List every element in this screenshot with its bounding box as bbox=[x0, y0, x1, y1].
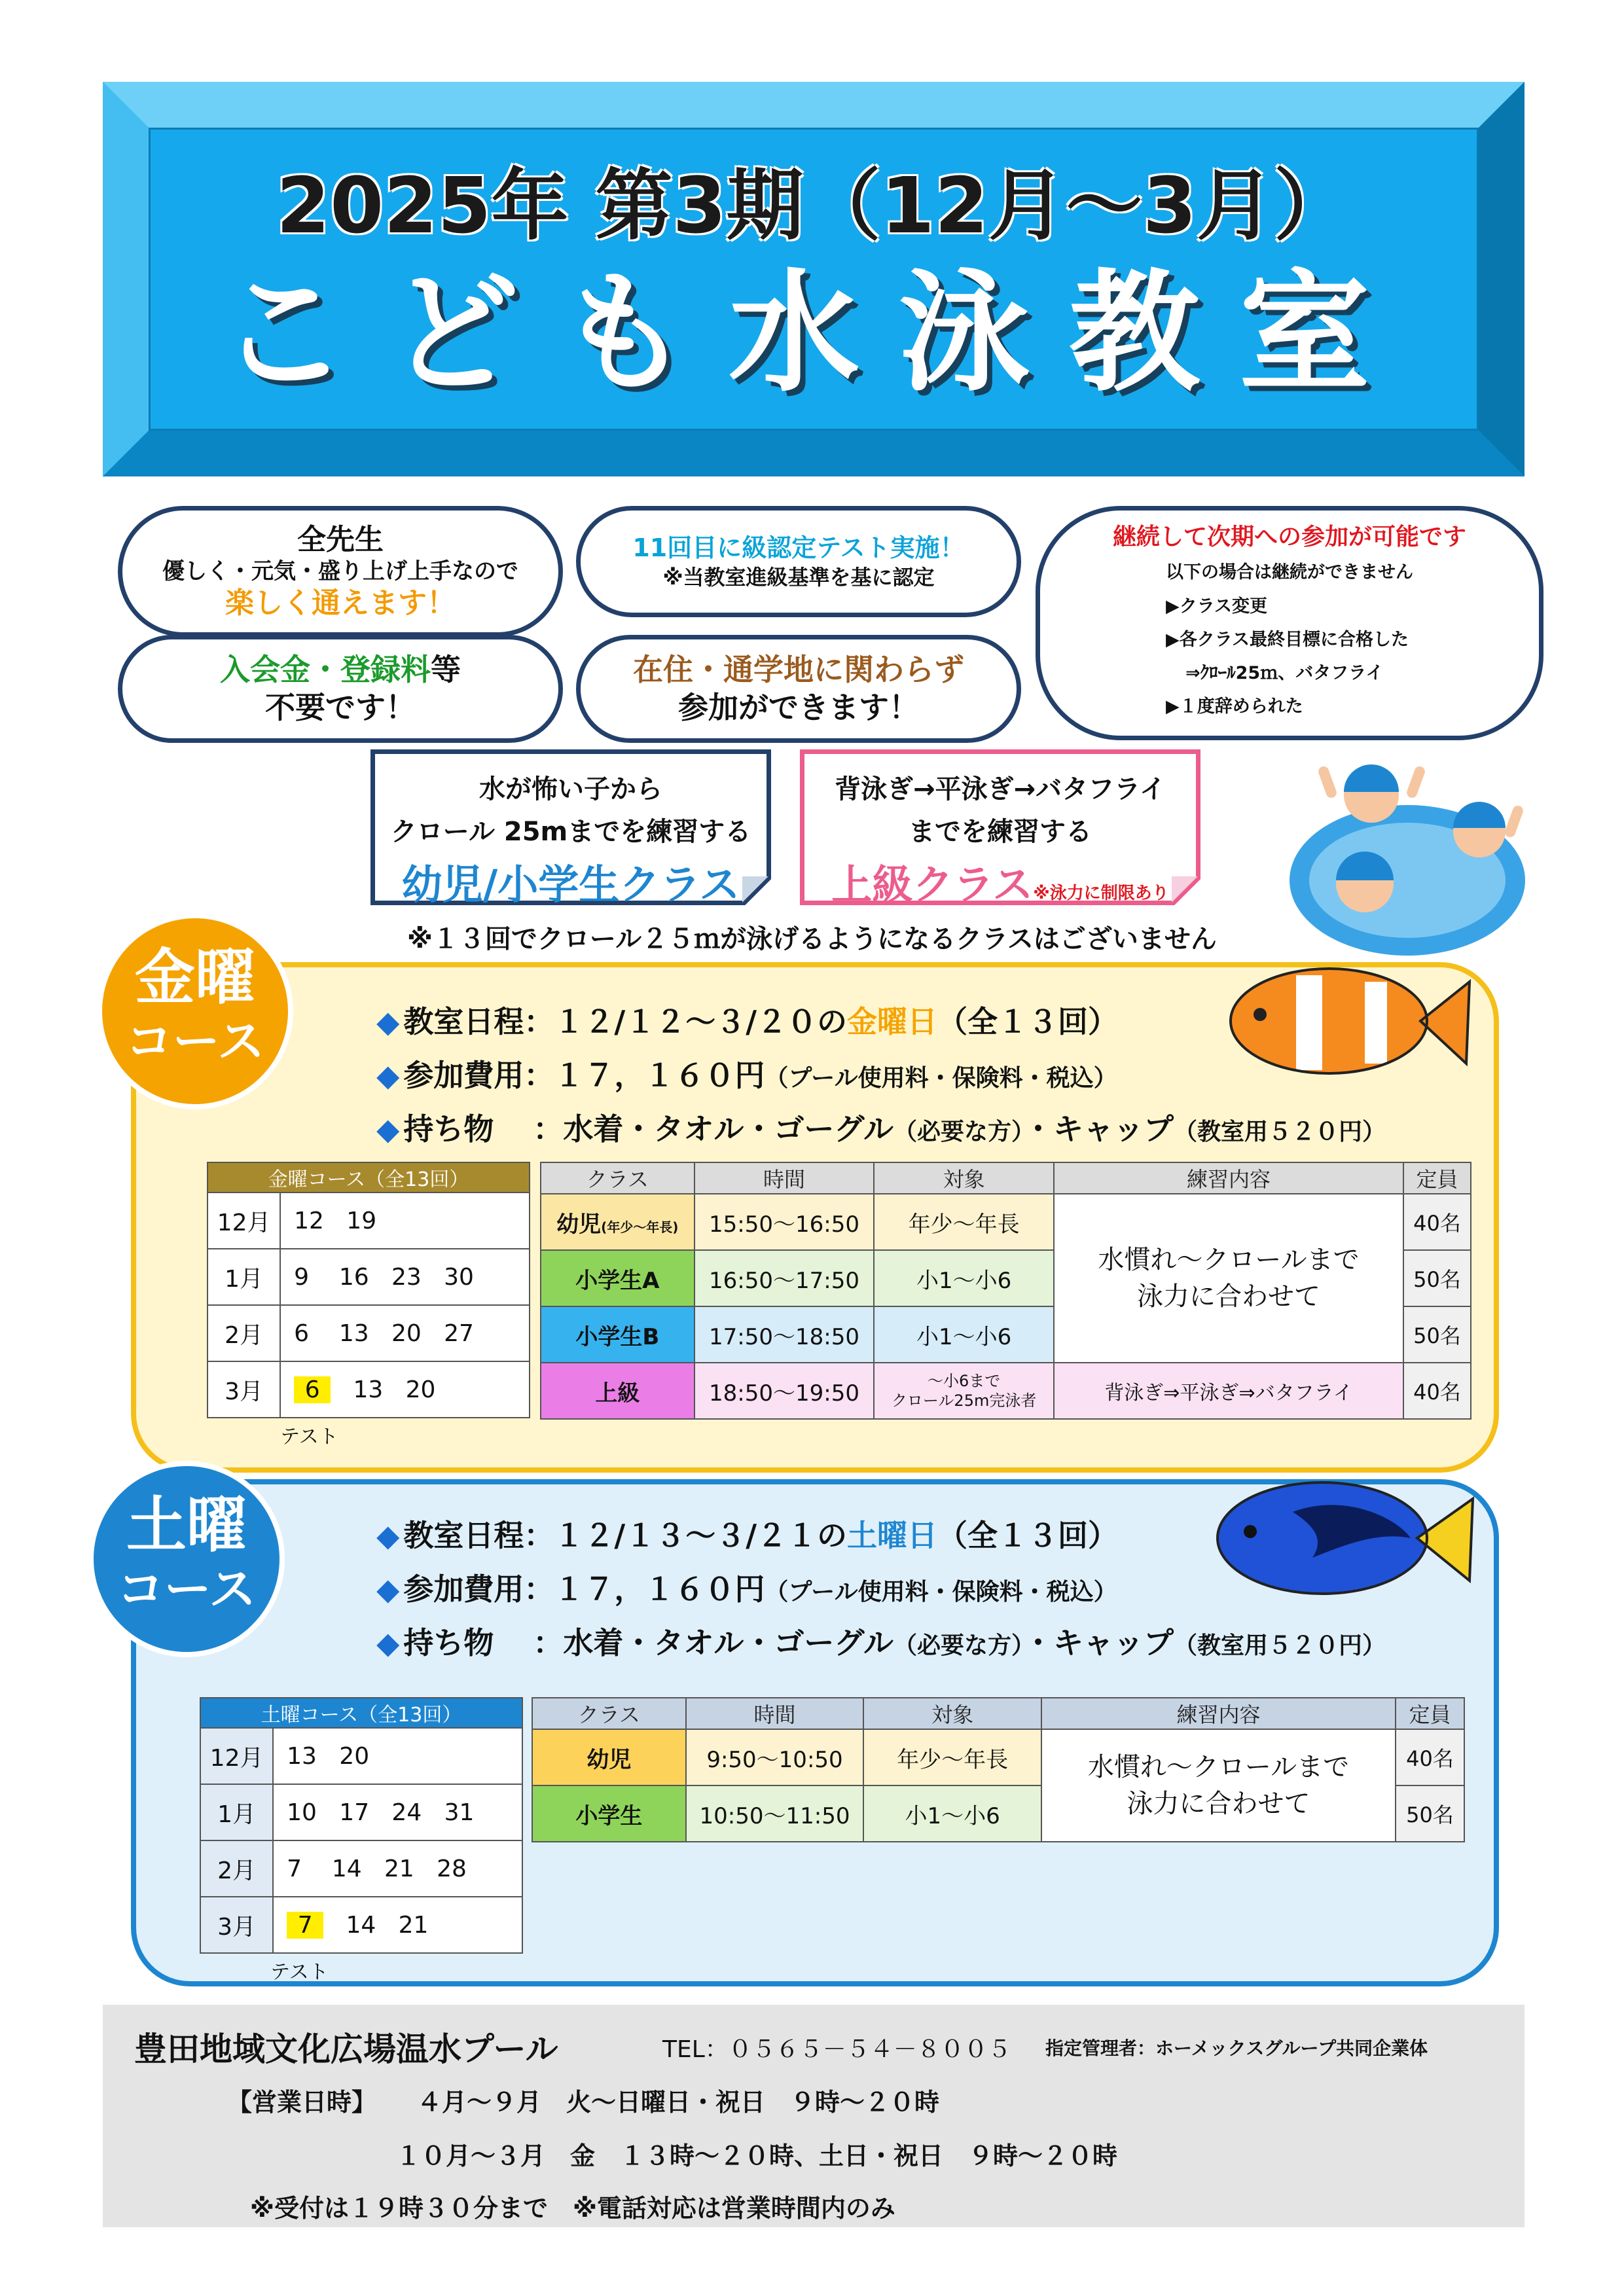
target-cell: 小1～小6 bbox=[874, 1306, 1054, 1363]
time-cell: 9:50～10:50 bbox=[686, 1729, 864, 1785]
calendar-days: 12 19 bbox=[280, 1193, 530, 1249]
friday-badge-title: 金曜 bbox=[134, 942, 255, 1013]
beginner-line1: 水が怖い子から bbox=[479, 774, 662, 804]
footer-notes: ※受付は１９時３０分まで ※電話対応は営業時間内のみ bbox=[250, 2194, 895, 2223]
items-note: （必要な方） bbox=[893, 1632, 1024, 1659]
time-cell: 17:50～18:50 bbox=[695, 1306, 875, 1363]
term-heading: 2025年 第3期（12月～3月） bbox=[276, 160, 1351, 251]
friday-schedule bbox=[376, 998, 1118, 1041]
fee-label: 参加費用： bbox=[403, 1571, 554, 1607]
teachers-heading: 全先生 bbox=[297, 522, 384, 556]
schedule-weekday: 土曜日 bbox=[847, 1518, 937, 1553]
diamond-icon: ◆ bbox=[376, 1111, 400, 1147]
facility-name: 豊田地域文化広場温水プール bbox=[134, 2030, 558, 2068]
table-row bbox=[541, 1194, 1471, 1250]
items-cap: ・キャップ bbox=[1023, 1625, 1174, 1660]
calendar-row bbox=[208, 1305, 530, 1361]
fee-note: （プール使用料・保険料・税込） bbox=[765, 1579, 1117, 1605]
schedule-label: 教室日程： bbox=[403, 1518, 554, 1553]
teachers-text: 優しく・元気・盛り上げ上手なので bbox=[162, 558, 518, 584]
calendar-month: 2月 bbox=[208, 1305, 280, 1361]
calendar-row bbox=[208, 1249, 530, 1305]
diamond-icon: ◆ bbox=[376, 1625, 400, 1660]
diamond-icon: ◆ bbox=[376, 1571, 400, 1607]
capacity-cell: 50名 bbox=[1403, 1306, 1471, 1363]
residence-text: 参加ができます！ bbox=[678, 689, 919, 725]
title-banner bbox=[103, 82, 1525, 476]
class-name: 幼児 bbox=[556, 1211, 602, 1238]
page-title: こども水泳教室 bbox=[217, 257, 1409, 410]
hours-label: 【営業日時】 bbox=[227, 2088, 377, 2117]
continue-item: ▶クラス変更 bbox=[1166, 596, 1267, 617]
fee-text: 不要です！ bbox=[265, 689, 416, 725]
advanced-class-name: 上級クラス bbox=[831, 861, 1034, 908]
fee-bubble bbox=[118, 635, 563, 743]
capacity-cell: 40名 bbox=[1403, 1194, 1471, 1250]
items-list: ：水着・タオル・ゴーグル bbox=[533, 1111, 894, 1147]
calendar-row bbox=[200, 1897, 522, 1953]
fee-label: 参加費用： bbox=[403, 1058, 554, 1093]
table-row bbox=[541, 1363, 1471, 1419]
class-note: (年少～年長) bbox=[601, 1219, 679, 1235]
friday-badge bbox=[97, 913, 293, 1109]
test-bubble bbox=[576, 506, 1021, 617]
saturday-schedule-table bbox=[532, 1697, 1465, 1842]
calendar-month: 1月 bbox=[200, 1784, 273, 1840]
target-cell: 年少～年長 bbox=[863, 1729, 1041, 1785]
saturday-items bbox=[376, 1619, 1386, 1662]
calendar-month: 12月 bbox=[208, 1193, 280, 1249]
teachers-highlight: 楽しく通えます！ bbox=[225, 586, 456, 620]
saturday-badge bbox=[88, 1461, 285, 1657]
test-text: ※当教室進級基準を基に認定 bbox=[662, 564, 935, 590]
calendar-days bbox=[273, 1897, 522, 1953]
column-header: 練習内容 bbox=[1054, 1162, 1403, 1194]
items-cap: ・キャップ bbox=[1023, 1111, 1174, 1147]
facility-manager: 指定管理者：ホーメックスグループ共同企業体 bbox=[1045, 2037, 1428, 2059]
column-header: 時間 bbox=[686, 1698, 864, 1729]
calendar-month: 2月 bbox=[200, 1840, 273, 1897]
fee-note: （プール使用料・保険料・税込） bbox=[765, 1065, 1117, 1092]
column-header: クラス bbox=[532, 1698, 686, 1729]
items-list: ：水着・タオル・ゴーグル bbox=[533, 1625, 894, 1660]
time-cell: 18:50～19:50 bbox=[695, 1363, 875, 1419]
friday-schedule-table bbox=[540, 1162, 1471, 1420]
calendar-month: 3月 bbox=[208, 1361, 280, 1418]
friday-badge-sub: コース bbox=[125, 1014, 265, 1069]
calendar-days: 9 16 23 30 bbox=[280, 1249, 530, 1305]
diamond-icon: ◆ bbox=[376, 1058, 400, 1093]
crawl-25m-note: ※１３回でクロール２５ｍが泳げるようになるクラスはございません bbox=[407, 924, 1217, 954]
saturday-badge-title: 土曜 bbox=[126, 1490, 247, 1560]
advanced-line2: までを練習する bbox=[909, 817, 1092, 847]
calendar-row bbox=[200, 1728, 522, 1784]
content-line: 水慣れ～クロールまで bbox=[1087, 1752, 1350, 1782]
advanced-class-note: ※泳力に制限あり bbox=[1033, 884, 1169, 903]
residence-heading: 在住・通学地に関わらず bbox=[633, 652, 964, 687]
calendar-title: 金曜コース（全13回） bbox=[208, 1162, 530, 1193]
content-cell bbox=[1054, 1194, 1403, 1363]
column-header: クラス bbox=[541, 1162, 695, 1194]
schedule-dates: １２/１３～３/２１の bbox=[554, 1518, 847, 1553]
class-cell: 小学生 bbox=[532, 1785, 686, 1842]
items-note: （必要な方） bbox=[893, 1119, 1024, 1145]
class-cell: 上級 bbox=[541, 1363, 695, 1419]
time-cell: 16:50～17:50 bbox=[695, 1250, 875, 1306]
diamond-icon: ◆ bbox=[376, 1004, 400, 1039]
hours-winter: １０月～３月 金 １３時～２０時、土日・祝日 ９時～２０時 bbox=[396, 2142, 1118, 2170]
schedule-dates: １２/１２～３/２０の bbox=[554, 1004, 847, 1039]
friday-fee bbox=[376, 1052, 1117, 1095]
calendar-days: 13 20 bbox=[273, 1728, 522, 1784]
saturday-fee bbox=[376, 1566, 1117, 1609]
calendar-days: 6 13 20 27 bbox=[280, 1305, 530, 1361]
calendar-days-rest: 13 20 bbox=[353, 1376, 436, 1403]
content-cell: 背泳ぎ⇒平泳ぎ⇒バタフライ bbox=[1054, 1363, 1403, 1419]
class-cell bbox=[541, 1194, 695, 1250]
target-cell: 年少～年長 bbox=[874, 1194, 1054, 1250]
beginner-line2: クロール 25mまでを練習する bbox=[390, 817, 751, 847]
content-line: 水慣れ～クロールまで bbox=[1098, 1245, 1360, 1275]
schedule-label: 教室日程： bbox=[403, 1004, 554, 1039]
continue-item: ⇒ｸﾛｰﾙ25ｍ、バタフライ bbox=[1185, 663, 1384, 684]
continue-bubble bbox=[1036, 506, 1543, 740]
test-heading: 11回目に級認定テスト実施！ bbox=[632, 533, 965, 563]
capacity-cell: 40名 bbox=[1396, 1729, 1464, 1785]
capacity-cell: 40名 bbox=[1403, 1363, 1471, 1419]
calendar-row bbox=[208, 1361, 530, 1418]
continue-item: ▶１度辞められた bbox=[1166, 696, 1303, 717]
test-label: テスト bbox=[280, 1426, 338, 1448]
class-cell: 小学生A bbox=[541, 1250, 695, 1306]
target-cell: 小1～小6 bbox=[874, 1250, 1054, 1306]
continue-item: ▶各クラス最終目標に合格した bbox=[1166, 629, 1409, 650]
beginner-class-name: 幼児/小学生クラス bbox=[401, 861, 740, 908]
target-cell: 小1～小6 bbox=[863, 1785, 1041, 1842]
class-cell: 幼児 bbox=[532, 1729, 686, 1785]
clownfish-illustration bbox=[1224, 952, 1473, 1090]
page-fold-icon bbox=[1172, 876, 1200, 905]
residence-bubble bbox=[576, 635, 1021, 743]
fee-value: １７，１６０円 bbox=[554, 1058, 765, 1093]
schedule-count: （全１３回） bbox=[937, 1004, 1118, 1039]
beginner-class-card bbox=[370, 749, 771, 908]
calendar-days: 10 17 24 31 bbox=[273, 1784, 522, 1840]
column-header: 定員 bbox=[1403, 1162, 1471, 1194]
schedule-weekday: 金曜日 bbox=[847, 1004, 937, 1039]
saturday-badge-sub: コース bbox=[117, 1562, 257, 1617]
column-header: 対象 bbox=[874, 1162, 1054, 1194]
calendar-days-rest: 14 21 bbox=[346, 1911, 429, 1939]
schedule-count: （全１３回） bbox=[937, 1518, 1118, 1553]
table-row bbox=[532, 1729, 1464, 1785]
friday-items bbox=[376, 1105, 1386, 1149]
calendar-days: 7 14 21 28 bbox=[273, 1840, 522, 1897]
saturday-schedule bbox=[376, 1512, 1118, 1555]
facility-tel: TEL：０５６５－５４－８００５ bbox=[662, 2036, 1011, 2063]
column-header: 時間 bbox=[695, 1162, 875, 1194]
column-header: 練習内容 bbox=[1041, 1698, 1396, 1729]
capacity-cell: 50名 bbox=[1403, 1250, 1471, 1306]
continue-heading: 継続して次期への参加が可能です bbox=[1112, 524, 1466, 551]
test-day: 6 bbox=[294, 1376, 331, 1403]
content-line: 泳力に合わせて bbox=[1137, 1282, 1320, 1312]
calendar-title: 土曜コース（全13回） bbox=[200, 1698, 522, 1728]
items-cap-note: （教室用５２０円） bbox=[1174, 1119, 1386, 1145]
test-label: テスト bbox=[270, 1961, 329, 1984]
advanced-line1: 背泳ぎ→平泳ぎ→バタフライ bbox=[835, 774, 1166, 804]
calendar-month: 3月 bbox=[200, 1897, 273, 1953]
class-cell: 小学生B bbox=[541, 1306, 695, 1363]
time-cell: 15:50～16:50 bbox=[695, 1194, 875, 1250]
calendar-month: 12月 bbox=[200, 1728, 273, 1784]
calendar-row bbox=[208, 1193, 530, 1249]
calendar-days bbox=[280, 1361, 530, 1418]
teachers-bubble bbox=[118, 506, 563, 637]
table-header bbox=[541, 1162, 1471, 1194]
fee-value: １７，１６０円 bbox=[554, 1571, 765, 1607]
calendar-row bbox=[200, 1840, 522, 1897]
blue-tang-fish-illustration bbox=[1214, 1473, 1476, 1604]
time-cell: 10:50～11:50 bbox=[686, 1785, 864, 1842]
capacity-cell: 50名 bbox=[1396, 1785, 1464, 1842]
test-day: 7 bbox=[287, 1912, 323, 1939]
content-cell bbox=[1041, 1729, 1396, 1842]
items-label: 持ち物 bbox=[403, 1625, 494, 1660]
items-label: 持ち物 bbox=[403, 1111, 494, 1147]
saturday-calendar bbox=[200, 1697, 523, 1954]
table-header bbox=[532, 1698, 1464, 1729]
target-cell: ～小6まで クロール25m完泳者 bbox=[874, 1363, 1054, 1419]
facility-footer bbox=[103, 2005, 1525, 2227]
fee-suffix: 等 bbox=[431, 652, 461, 687]
continue-sub: 以下の場合は継続ができません bbox=[1166, 562, 1413, 583]
items-cap-note: （教室用５２０円） bbox=[1174, 1632, 1386, 1659]
diamond-icon: ◆ bbox=[376, 1518, 400, 1553]
fee-highlight: 入会金・登録料 bbox=[220, 652, 431, 687]
advanced-class-card bbox=[800, 749, 1200, 908]
content-line: 泳力に合わせて bbox=[1127, 1789, 1310, 1819]
friday-calendar bbox=[207, 1162, 530, 1418]
column-header: 定員 bbox=[1396, 1698, 1464, 1729]
hours-summer: ４月～９月 火～日曜日・祝日 ９時～２０時 bbox=[417, 2088, 940, 2117]
calendar-month: 1月 bbox=[208, 1249, 280, 1305]
column-header: 対象 bbox=[863, 1698, 1041, 1729]
calendar-row bbox=[200, 1784, 522, 1840]
page-fold-icon bbox=[742, 876, 771, 905]
